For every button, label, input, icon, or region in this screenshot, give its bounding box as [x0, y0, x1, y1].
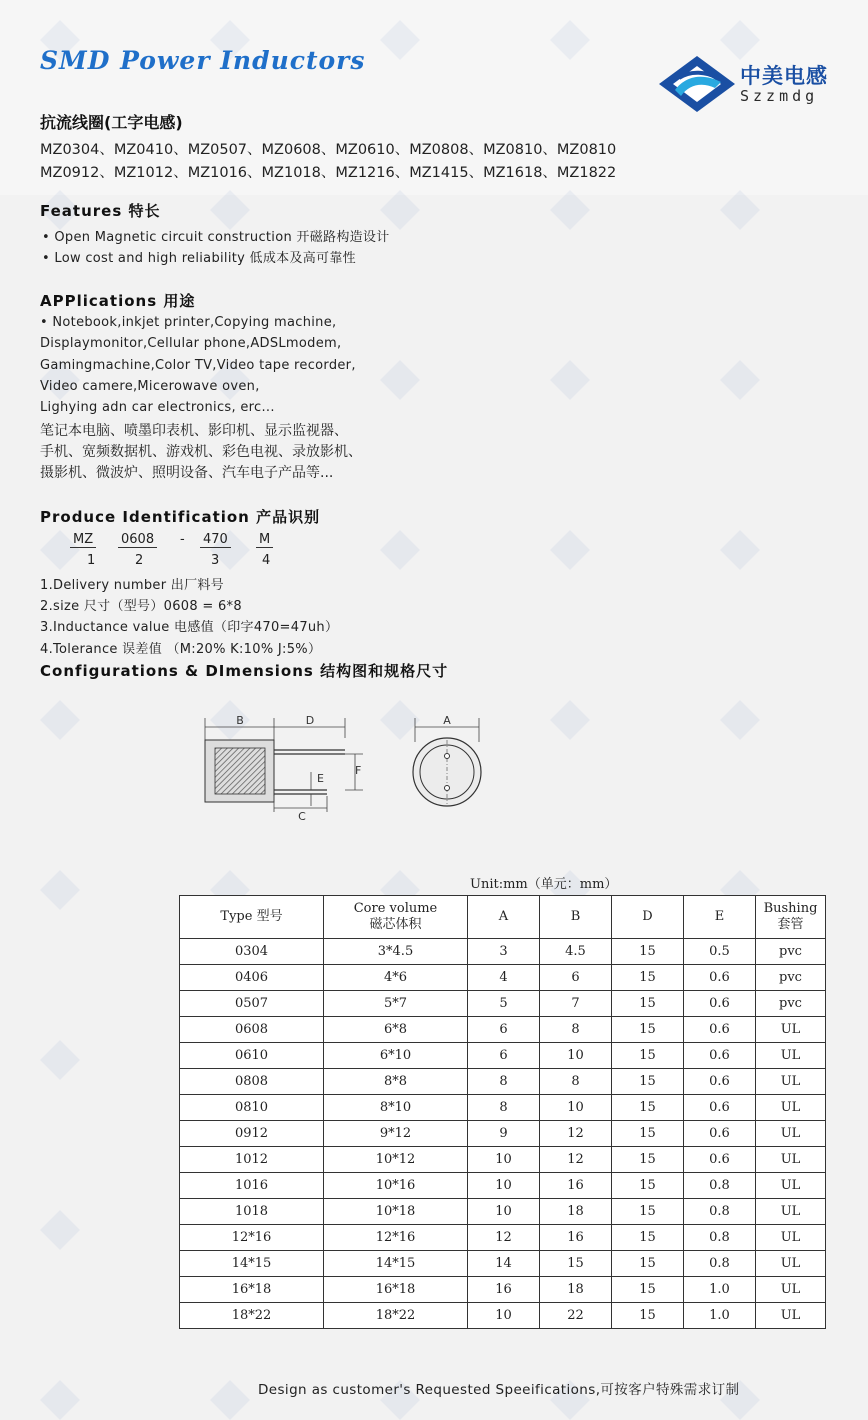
table-cell: 6*8: [324, 1017, 468, 1043]
header-e: E: [684, 896, 756, 939]
table-cell: 0610: [180, 1043, 324, 1069]
table-cell: UL: [756, 1251, 826, 1277]
table-cell: 0810: [180, 1095, 324, 1121]
table-cell: 15: [612, 1095, 684, 1121]
code-index: 3: [211, 553, 220, 568]
table-cell: 4: [468, 965, 540, 991]
table-cell: 0.6: [684, 1121, 756, 1147]
table-cell: 6*10: [324, 1043, 468, 1069]
table-cell: 0.6: [684, 1043, 756, 1069]
table-cell: 8: [468, 1069, 540, 1095]
table-cell: 15: [612, 1277, 684, 1303]
table-cell: UL: [756, 1303, 826, 1329]
table-cell: 0608: [180, 1017, 324, 1043]
table-row: [180, 1303, 826, 1329]
feature-item: • Open Magnetic circuit construction 开磁路构造设计: [42, 230, 390, 245]
header-type: Type 型号: [180, 896, 324, 939]
application-line: 手机、宽频数据机、游戏机、彩色电视、录放影机、: [40, 444, 362, 460]
table-cell: UL: [756, 1199, 826, 1225]
header-b: B: [540, 896, 612, 939]
table-cell: 3*4.5: [324, 939, 468, 965]
table-cell: 12*16: [180, 1225, 324, 1251]
table-row: [180, 1043, 826, 1069]
applications-heading: APPlications 用途: [40, 292, 196, 310]
header-core-volume: Core volume 磁芯体积: [324, 896, 468, 939]
identification-heading: Produce Identification 产品识别: [40, 508, 321, 526]
table-cell: 14*15: [324, 1251, 468, 1277]
table-cell: 10: [468, 1173, 540, 1199]
application-line: 摄影机、微波炉、照明设备、汽车电子产品等...: [40, 465, 334, 481]
table-cell: 12*16: [324, 1225, 468, 1251]
identification-line: 2.size 尺寸（型号）0608 = 6*8: [40, 599, 242, 614]
models-heading: 抗流线圈(工字电感): [40, 113, 183, 132]
code-part-dash: -: [180, 532, 185, 547]
table-row: [180, 1121, 826, 1147]
table-cell: 16: [468, 1277, 540, 1303]
table-cell: 16: [540, 1225, 612, 1251]
table-cell: 0.6: [684, 1069, 756, 1095]
footer-note: Design as customer's Requested Speeifications,可按客户特殊需求订制: [258, 1382, 740, 1398]
table-cell: 0.8: [684, 1199, 756, 1225]
header-a: A: [468, 896, 540, 939]
table-cell: 5*7: [324, 991, 468, 1017]
table-cell: pvc: [756, 965, 826, 991]
table-cell: UL: [756, 1095, 826, 1121]
table-cell: 6: [468, 1043, 540, 1069]
table-cell: pvc: [756, 991, 826, 1017]
table-cell: 18*22: [180, 1303, 324, 1329]
spec-table: [179, 895, 826, 1329]
table-cell: 16*18: [180, 1277, 324, 1303]
application-line: 笔记本电脑、喷墨印表机、影印机、显示监视器、: [40, 423, 348, 439]
dim-label-e: E: [317, 772, 324, 785]
table-cell: 4.5: [540, 939, 612, 965]
table-row: [180, 1017, 826, 1043]
table-cell: UL: [756, 1277, 826, 1303]
table-cell: 6: [540, 965, 612, 991]
table-cell: 18: [540, 1199, 612, 1225]
table-row: [180, 1069, 826, 1095]
table-row: [180, 1225, 826, 1251]
table-row: [180, 1173, 826, 1199]
logo-name: 中美电感: [740, 64, 828, 88]
top-view-diagram: [405, 712, 495, 812]
table-cell: 0.6: [684, 1147, 756, 1173]
table-row: [180, 939, 826, 965]
features-heading: Features 特长: [40, 202, 161, 220]
table-cell: 9*12: [324, 1121, 468, 1147]
table-cell: 15: [612, 1303, 684, 1329]
code-part-inductance: 470: [200, 532, 231, 548]
dim-label-c: C: [298, 810, 306, 822]
table-cell: 1012: [180, 1147, 324, 1173]
table-header-row: [180, 896, 826, 939]
table-cell: 8: [540, 1017, 612, 1043]
table-cell: 1.0: [684, 1303, 756, 1329]
table-unit: Unit:mm（单元：mm）: [470, 877, 618, 892]
table-cell: 15: [612, 965, 684, 991]
table-cell: UL: [756, 1173, 826, 1199]
dim-label-a: A: [443, 714, 451, 727]
table-cell: UL: [756, 1225, 826, 1251]
table-cell: 0808: [180, 1069, 324, 1095]
table-cell: 14: [468, 1251, 540, 1277]
table-cell: 0304: [180, 939, 324, 965]
code-index: 1: [87, 553, 96, 568]
table-cell: 8: [540, 1069, 612, 1095]
table-cell: 0.6: [684, 1017, 756, 1043]
table-cell: 18*22: [324, 1303, 468, 1329]
table-cell: 15: [612, 991, 684, 1017]
application-line: Gamingmachine,Color TV,Video tape recorder,: [40, 358, 356, 373]
table-cell: 1.0: [684, 1277, 756, 1303]
table-cell: 6: [468, 1017, 540, 1043]
logo-subtitle: Szzmdg: [740, 87, 819, 105]
table-cell: 1018: [180, 1199, 324, 1225]
table-cell: 7: [540, 991, 612, 1017]
table-cell: 0507: [180, 991, 324, 1017]
table-cell: 10: [540, 1043, 612, 1069]
table-cell: 15: [540, 1251, 612, 1277]
side-view-diagram: [195, 712, 365, 822]
table-cell: 15: [612, 1199, 684, 1225]
table-cell: 18: [540, 1277, 612, 1303]
models-line-1: MZ0304、MZ0410、MZ0507、MZ0608、MZ0610、MZ0808、MZ0810、MZ0810: [40, 142, 617, 158]
table-cell: 12: [540, 1121, 612, 1147]
table-cell: 16: [540, 1173, 612, 1199]
table-cell: UL: [756, 1121, 826, 1147]
table-cell: 10: [540, 1095, 612, 1121]
table-cell: 3: [468, 939, 540, 965]
table-cell: 0.8: [684, 1251, 756, 1277]
code-index: 2: [135, 553, 144, 568]
table-cell: 0406: [180, 965, 324, 991]
table-cell: 15: [612, 1043, 684, 1069]
table-cell: 0.8: [684, 1225, 756, 1251]
table-cell: 0.6: [684, 991, 756, 1017]
identification-line: 4.Tolerance 误差值 （M:20% K:10% J:5%）: [40, 642, 322, 657]
application-line: Lighying adn car electronics, erc...: [40, 400, 275, 415]
code-part-series: MZ: [70, 532, 96, 548]
table-cell: UL: [756, 1069, 826, 1095]
table-cell: 15: [612, 1121, 684, 1147]
table-cell: pvc: [756, 939, 826, 965]
table-row: [180, 965, 826, 991]
table-cell: 10*16: [324, 1173, 468, 1199]
table-cell: 22: [540, 1303, 612, 1329]
table-cell: 15: [612, 1069, 684, 1095]
identification-line: 1.Delivery number 出厂料号: [40, 578, 224, 593]
table-cell: UL: [756, 1017, 826, 1043]
table-cell: 8: [468, 1095, 540, 1121]
table-cell: 16*18: [324, 1277, 468, 1303]
table-cell: 0.8: [684, 1173, 756, 1199]
dimensions-heading: Configurations & DImensions 结构图和规格尺寸: [40, 662, 449, 680]
code-part-tolerance: M: [256, 532, 273, 548]
feature-item: • Low cost and high reliability 低成本及高可靠性: [42, 251, 356, 266]
table-cell: 12: [468, 1225, 540, 1251]
logo-icon: [657, 54, 737, 114]
table-cell: 15: [612, 1147, 684, 1173]
table-cell: 14*15: [180, 1251, 324, 1277]
application-line: Video camere,Micerowave oven,: [40, 379, 260, 394]
table-cell: 0.5: [684, 939, 756, 965]
table-cell: 10: [468, 1199, 540, 1225]
application-line: • Notebook,inkjet printer,Copying machine,: [40, 315, 337, 330]
table-cell: 0.6: [684, 1095, 756, 1121]
table-cell: 15: [612, 1225, 684, 1251]
table-cell: 15: [612, 1017, 684, 1043]
table-cell: UL: [756, 1147, 826, 1173]
table-cell: 0912: [180, 1121, 324, 1147]
application-line: Displaymonitor,Cellular phone,ADSLmodem,: [40, 336, 342, 351]
table-row: [180, 1277, 826, 1303]
table-cell: 10*18: [324, 1199, 468, 1225]
table-cell: 9: [468, 1121, 540, 1147]
header-bushing: Bushing 套管: [756, 896, 826, 939]
table-cell: 0.6: [684, 965, 756, 991]
table-cell: 10: [468, 1303, 540, 1329]
models-line-2: MZ0912、MZ1012、MZ1016、MZ1018、MZ1216、MZ1415、MZ1618、MZ1822: [40, 165, 617, 181]
table-row: [180, 1199, 826, 1225]
dim-label-f: F: [355, 764, 362, 777]
dim-label-b: B: [236, 714, 244, 727]
table-cell: 15: [612, 1173, 684, 1199]
table-cell: 12: [540, 1147, 612, 1173]
header-d: D: [612, 896, 684, 939]
identification-line: 3.Inductance value 电感值（印字470=47uh）: [40, 620, 339, 635]
code-part-size: 0608: [118, 532, 157, 548]
table-cell: 10*12: [324, 1147, 468, 1173]
table-cell: 10: [468, 1147, 540, 1173]
table-cell: 15: [612, 1251, 684, 1277]
table-cell: 4*6: [324, 965, 468, 991]
table-cell: 1016: [180, 1173, 324, 1199]
table-cell: 8*10: [324, 1095, 468, 1121]
table-row: [180, 991, 826, 1017]
table-cell: 5: [468, 991, 540, 1017]
table-cell: 15: [612, 939, 684, 965]
table-cell: UL: [756, 1043, 826, 1069]
table-row: [180, 1147, 826, 1173]
code-index: 4: [262, 553, 271, 568]
page-title: SMD Power Inductors: [40, 46, 366, 75]
brand-logo: [657, 54, 847, 114]
table-row: [180, 1095, 826, 1121]
table-cell: 8*8: [324, 1069, 468, 1095]
table-row: [180, 1251, 826, 1277]
dim-label-d: D: [305, 714, 315, 727]
